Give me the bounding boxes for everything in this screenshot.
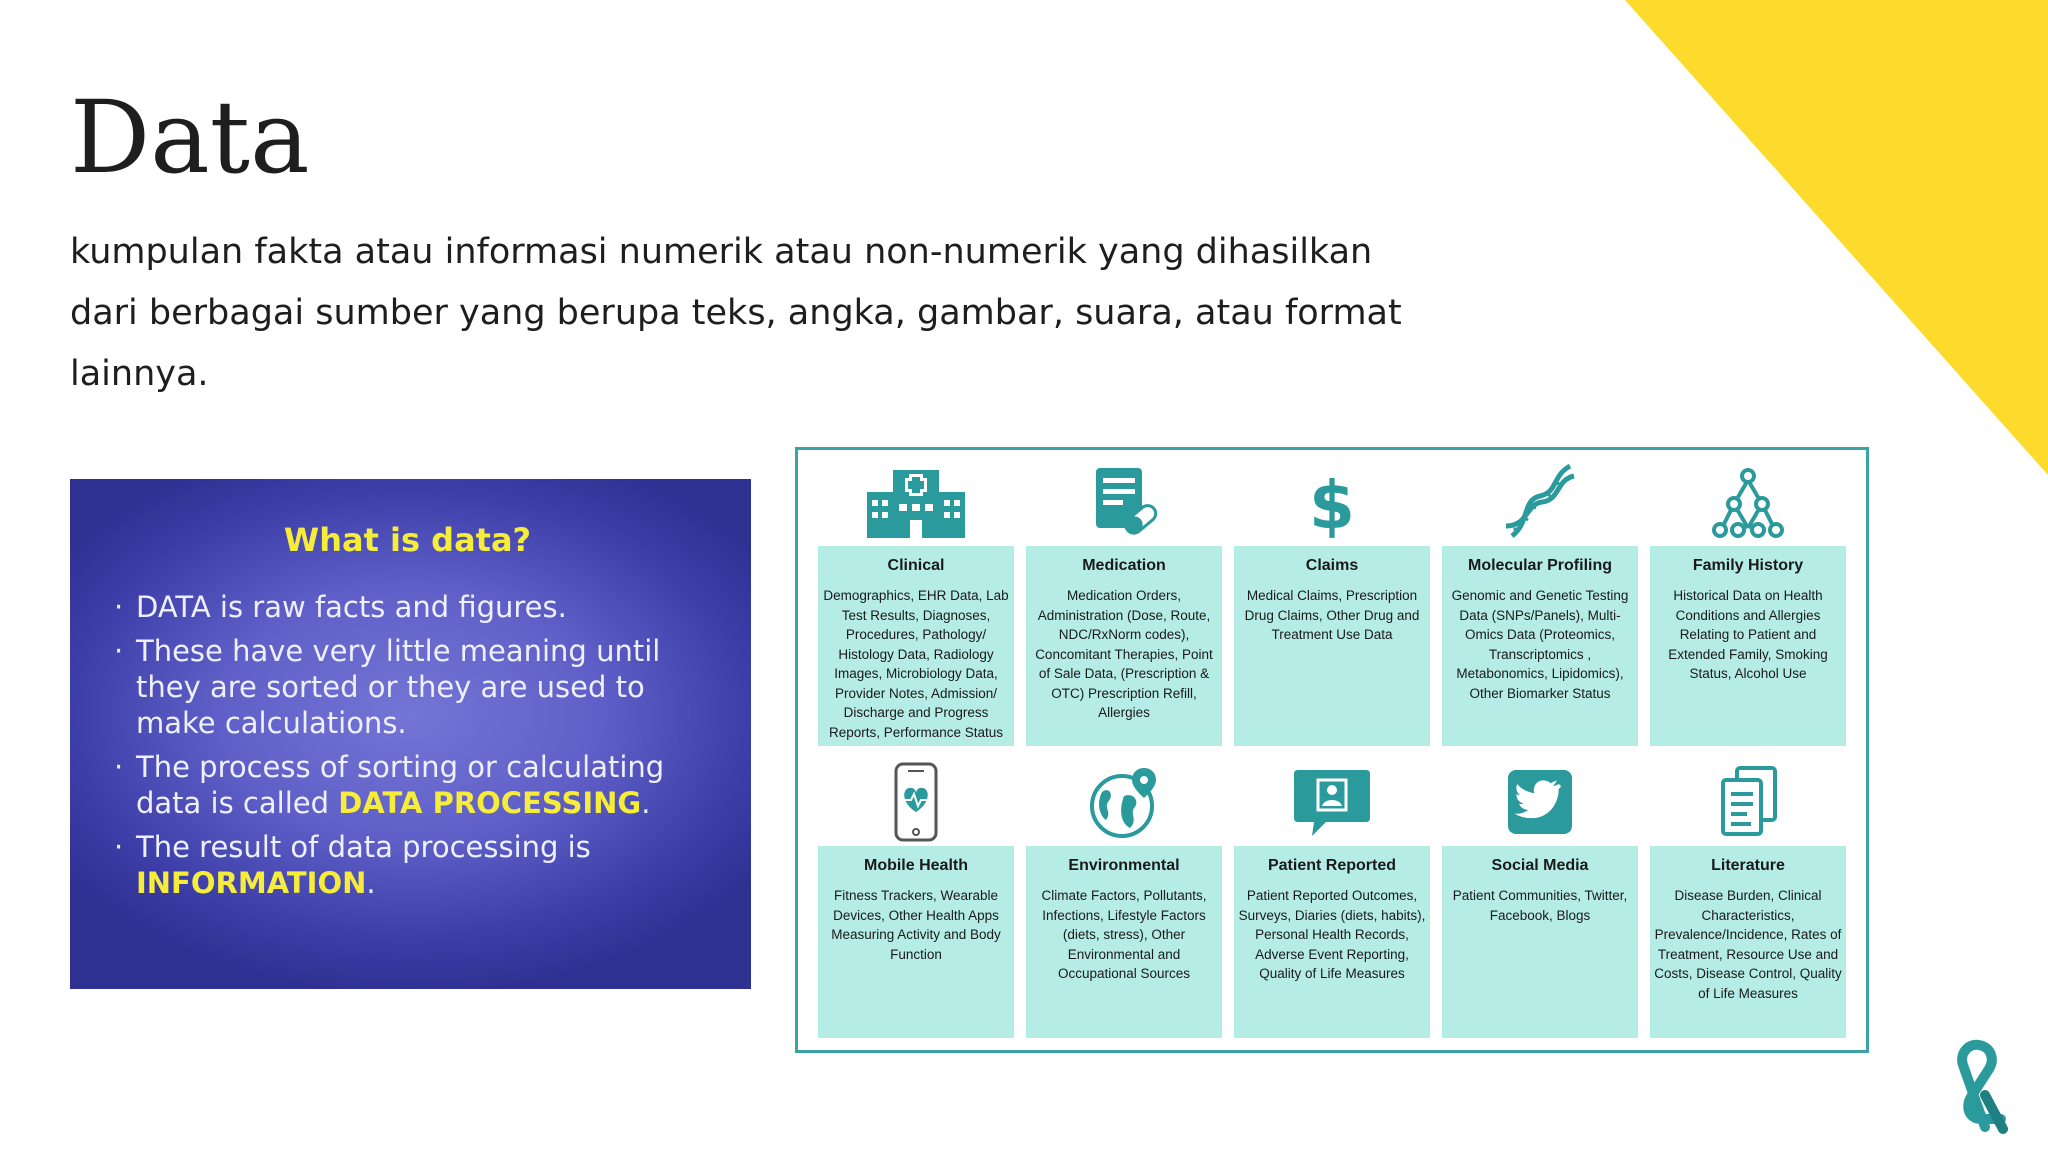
- bullet-text: These have very little meaning until they are sorted or they are used to make calculations.: [136, 634, 661, 740]
- source-detail: Historical Data on Health Conditions and Allergies Relating to Patient and Extended Family, Smoking Status, Alcohol Use: [1668, 588, 1828, 681]
- source-name: Claims: [1305, 557, 1359, 574]
- source-detail: Medication Orders, Administration (Dose, Route, NDC/RxNorm codes), Concomitant Therapies, Point of Sale Data, (Prescription & OTC) Prescription Refill, Allergies: [1035, 588, 1213, 720]
- source-box: [818, 846, 1014, 1038]
- globe-pin-icon: [1084, 762, 1164, 842]
- source-detail: Patient Reported Outcomes, Surveys, Diaries (diets, habits), Personal Health Records, Adverse Event Reporting, Quality of Life Measures: [1238, 888, 1426, 981]
- source-card-mobile-health: [818, 758, 1014, 1038]
- what-is-data-heading: What is data?: [283, 521, 532, 559]
- prescription-pill-icon: [1084, 462, 1164, 542]
- source-box: [1026, 546, 1222, 746]
- source-name: Patient Reported: [1267, 857, 1396, 874]
- list-item: [114, 749, 701, 821]
- dna-icon: [1500, 462, 1580, 542]
- source-card-clinical: [818, 458, 1014, 746]
- source-detail: Climate Factors, Pollutants, Infections, Lifestyle Factors (diets, stress), Other Environmental and Occupational Sources: [1041, 888, 1207, 981]
- source-name: Medication: [1082, 557, 1166, 574]
- bullet-text: The result of data processing is: [136, 830, 591, 864]
- source-detail: Demographics, EHR Data, Lab Test Results, Diagnoses, Procedures, Pathology/ Histology Data, Radiology Images, Microbiology Data, Provider Notes, Admission/ Discharge and Progress Reports, Performance Status: [823, 588, 1009, 740]
- source-name: Environmental: [1068, 857, 1180, 874]
- source-name: Clinical: [887, 557, 945, 574]
- hospital-icon: [861, 462, 971, 542]
- source-name: Family History: [1692, 557, 1804, 574]
- source-box: [1442, 546, 1638, 746]
- page-description: [70, 222, 1402, 405]
- source-card-medication: [1026, 458, 1222, 746]
- source-card-molecular-profiling: [1442, 458, 1638, 746]
- list-item: [114, 633, 701, 741]
- list-item: [114, 589, 701, 625]
- patient-chat-icon: [1290, 762, 1374, 842]
- source-detail: Patient Communities, Twitter, Facebook, Blogs: [1452, 888, 1628, 923]
- family-tree-icon: [1708, 462, 1788, 542]
- description-line: lainnya.: [70, 354, 209, 394]
- source-box: [1234, 846, 1430, 1038]
- source-card-family-history: [1650, 458, 1846, 746]
- source-name: Social Media: [1491, 857, 1589, 874]
- source-box: [1026, 846, 1222, 1038]
- dollar-sign-icon: [1302, 462, 1362, 542]
- what-is-data-image: [70, 479, 751, 989]
- source-card-environmental: [1026, 758, 1222, 1038]
- what-is-data-list: [114, 589, 701, 901]
- source-box: [1442, 846, 1638, 1038]
- brand-logo-icon: [1945, 1035, 2017, 1135]
- source-detail: Genomic and Genetic Testing Data (SNPs/Panels), Multi-Omics Data (Proteomics, Transcriptomics , Metabonomics, Lipidomics), Other Biomarker Status: [1451, 588, 1629, 701]
- bullet-tail: .: [366, 866, 376, 900]
- source-detail: Medical Claims, Prescription Drug Claims, Other Drug and Treatment Use Data: [1244, 588, 1420, 642]
- source-detail: Fitness Trackers, Wearable Devices, Other Health Apps Measuring Activity and Body Function: [831, 888, 1001, 962]
- highlight-data-processing: DATA PROCESSING: [338, 786, 642, 820]
- bullet-text: The process of sorting or calculating data is called: [136, 750, 665, 820]
- description-line: dari berbagai sumber yang berupa teks, angka, gambar, suara, atau format: [70, 293, 1402, 333]
- bullet-tail: .: [641, 786, 651, 820]
- highlight-information: INFORMATION: [136, 866, 367, 900]
- source-name: Literature: [1711, 857, 1785, 874]
- source-card-literature: [1650, 758, 1846, 1038]
- source-card-social-media: [1442, 758, 1638, 1038]
- source-card-claims: [1234, 458, 1430, 746]
- source-card-patient-reported: [1234, 758, 1430, 1038]
- twitter-bird-icon: [1504, 766, 1576, 838]
- source-box: [1234, 546, 1430, 746]
- description-line: kumpulan fakta atau informasi numerik atau non-numerik yang dihasilkan: [70, 232, 1373, 272]
- mobile-heart-icon: [886, 760, 946, 844]
- data-sources-image: [795, 447, 1869, 1053]
- source-box: [1650, 846, 1846, 1038]
- source-box: [818, 546, 1014, 746]
- bullet-text: DATA is raw facts and figures.: [136, 590, 567, 624]
- source-box: [1650, 546, 1846, 746]
- svg-text:$: $: [1309, 467, 1355, 542]
- documents-icon: [1713, 762, 1783, 842]
- source-detail: Disease Burden, Clinical Characteristics, Prevalence/Incidence, Rates of Treatment, Resource Use and Costs, Disease Control, Quality of Life Measures: [1654, 888, 1842, 1001]
- list-item: [114, 829, 701, 901]
- source-name: Molecular Profiling: [1467, 557, 1612, 574]
- source-name: Mobile Health: [863, 857, 968, 874]
- page-title: Data: [70, 79, 310, 196]
